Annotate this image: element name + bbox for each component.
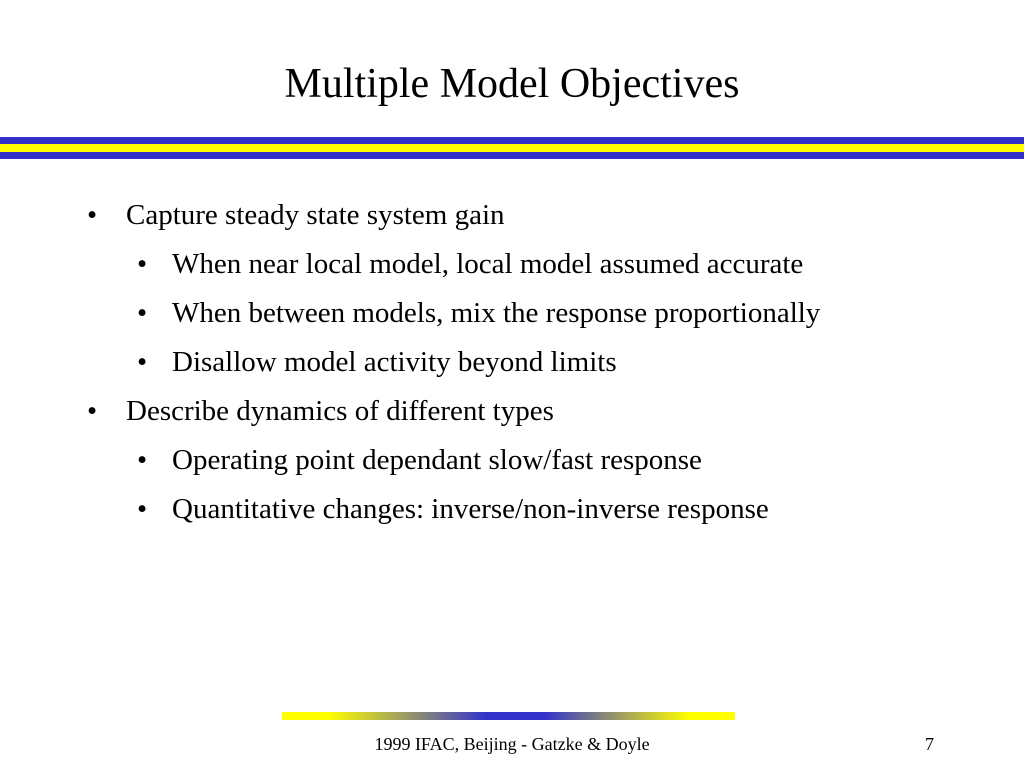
page-number: 7 [925, 734, 934, 754]
bullet-text: Disallow model activity beyond limits [172, 346, 617, 378]
bullet-dot: • [137, 297, 148, 329]
bullet-dot: • [137, 493, 148, 525]
bullet-list [0, 195, 1024, 538]
title-rule-blue-bottom [0, 152, 1024, 159]
bullet-item [0, 195, 1024, 244]
bullet-text: Quantitative changes: inverse/non-inverse response [172, 493, 769, 525]
bullet-item [0, 391, 1024, 440]
bullet-dot: • [137, 248, 148, 280]
sub-bullet-item [0, 440, 1024, 489]
bullet-text: When between models, mix the response proportionally [172, 297, 821, 329]
sub-bullet-item [0, 489, 1024, 538]
bullet-text: When near local model, local model assumed accurate [172, 248, 804, 280]
bullet-text: Capture steady state system gain [126, 199, 505, 231]
sub-bullet-item [0, 342, 1024, 391]
bullet-text: Operating point dependant slow/fast response [172, 444, 702, 476]
slide-title: Multiple Model Objectives [284, 61, 740, 107]
sub-bullet-item [0, 244, 1024, 293]
bullet-dot: • [137, 444, 148, 476]
bullet-dot: • [87, 395, 98, 427]
bullet-dot: • [137, 346, 148, 378]
title-rule-blue-top [0, 137, 1024, 144]
bullet-dot: • [87, 199, 98, 231]
footer-text: 1999 IFAC, Beijing - Gatzke & Doyle [374, 734, 650, 754]
sub-bullet-item [0, 293, 1024, 342]
bullet-text: Describe dynamics of different types [126, 395, 554, 427]
footer-gradient-bar [282, 712, 735, 720]
title-rule-yellow [0, 144, 1024, 152]
